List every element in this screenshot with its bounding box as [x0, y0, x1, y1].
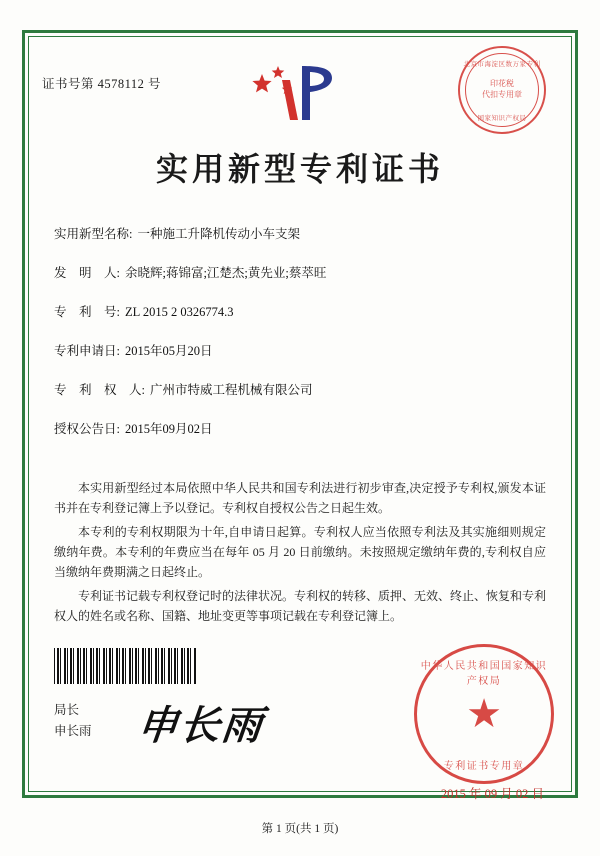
- patent-logo-icon: [246, 58, 356, 128]
- field-label: 专 利 权 人:: [54, 383, 145, 397]
- seal-center-line1: 印花税: [490, 79, 514, 88]
- field-row: [54, 341, 554, 359]
- page-title: 实用新型专利证书: [155, 150, 444, 188]
- field-label: 发 明 人:: [54, 266, 120, 280]
- field-row: [54, 224, 554, 242]
- field-row: [54, 263, 554, 281]
- certificate-body: [54, 478, 546, 630]
- page-footer: 第 1 页(共 1 页): [261, 823, 339, 835]
- signature-title: [54, 700, 92, 742]
- field-label: 专 利 号:: [54, 305, 120, 319]
- field-label: 实用新型名称:: [54, 227, 133, 241]
- field-label: 专利申请日:: [54, 344, 120, 358]
- patent-fields: [54, 224, 554, 458]
- signature-title-line1: 局长: [54, 703, 80, 717]
- field-value: 余晓辉;蒋锦富;江楚杰;黄先业;蔡萃旺: [124, 266, 327, 280]
- signature-title-line2: 申长雨: [54, 724, 92, 738]
- patent-barcode: [54, 648, 196, 684]
- field-value: ZL 2015 2 0326774.3: [124, 305, 234, 319]
- seal-bottom-arc-text: 国家知识产权局: [477, 115, 527, 122]
- tax-stamp-seal: [458, 46, 546, 134]
- certificate-number: 证书号第 4578112 号: [42, 77, 162, 91]
- signature-handwriting: 申长雨: [135, 702, 267, 749]
- field-value: 广州市特威工程机械有限公司: [149, 383, 313, 397]
- field-label: 授权公告日:: [54, 422, 120, 436]
- star-icon: ★: [466, 691, 502, 736]
- field-row: [54, 419, 554, 437]
- field-row: [54, 380, 554, 398]
- seal-center-line2: 代扣专用章: [482, 90, 522, 99]
- certificate-content: [28, 36, 572, 835]
- field-value: 一种施工升降机传动小车支架: [137, 227, 300, 241]
- seal-top-arc-text: 北京市海淀区数万家专利: [463, 61, 541, 68]
- body-paragraph: 专利证书记载专利权登记时的法律状况。专利权的转移、质押、无效、终止、恢复和专利权人的姓名或名称、国籍、地址变更等事项记载在专利登记簿上。: [54, 589, 547, 623]
- main-seal-top-text: 中华人民共和国国家知识产权局: [420, 661, 548, 687]
- body-paragraph: 本实用新型经过本局依照中华人民共和国专利法进行初步审查,决定授予专利权,颁发本证书并在专利登记簿上予以登记。专利权自授权公告之日起生效。: [54, 481, 546, 515]
- main-seal-bottom-text: 专利证书专用章: [443, 761, 525, 772]
- national-ip-office-seal: [414, 644, 554, 784]
- field-value: 2015年05月20日: [124, 344, 213, 358]
- seal-date: 2015 年 09 月 02 日: [440, 787, 544, 801]
- field-value: 2015年09月02日: [124, 422, 213, 436]
- body-paragraph: 本专利的专利权期限为十年,自申请日起算。专利权人应当依照专利法及其实施细则规定缴纳年费。本专利的年费应当在每年 05 月 20 日前缴纳。未按照规定缴纳年费的,专利权自应当缴纳年费期满之日起终止。: [54, 525, 546, 579]
- field-row: [54, 302, 554, 320]
- seal-center-text: [460, 78, 544, 100]
